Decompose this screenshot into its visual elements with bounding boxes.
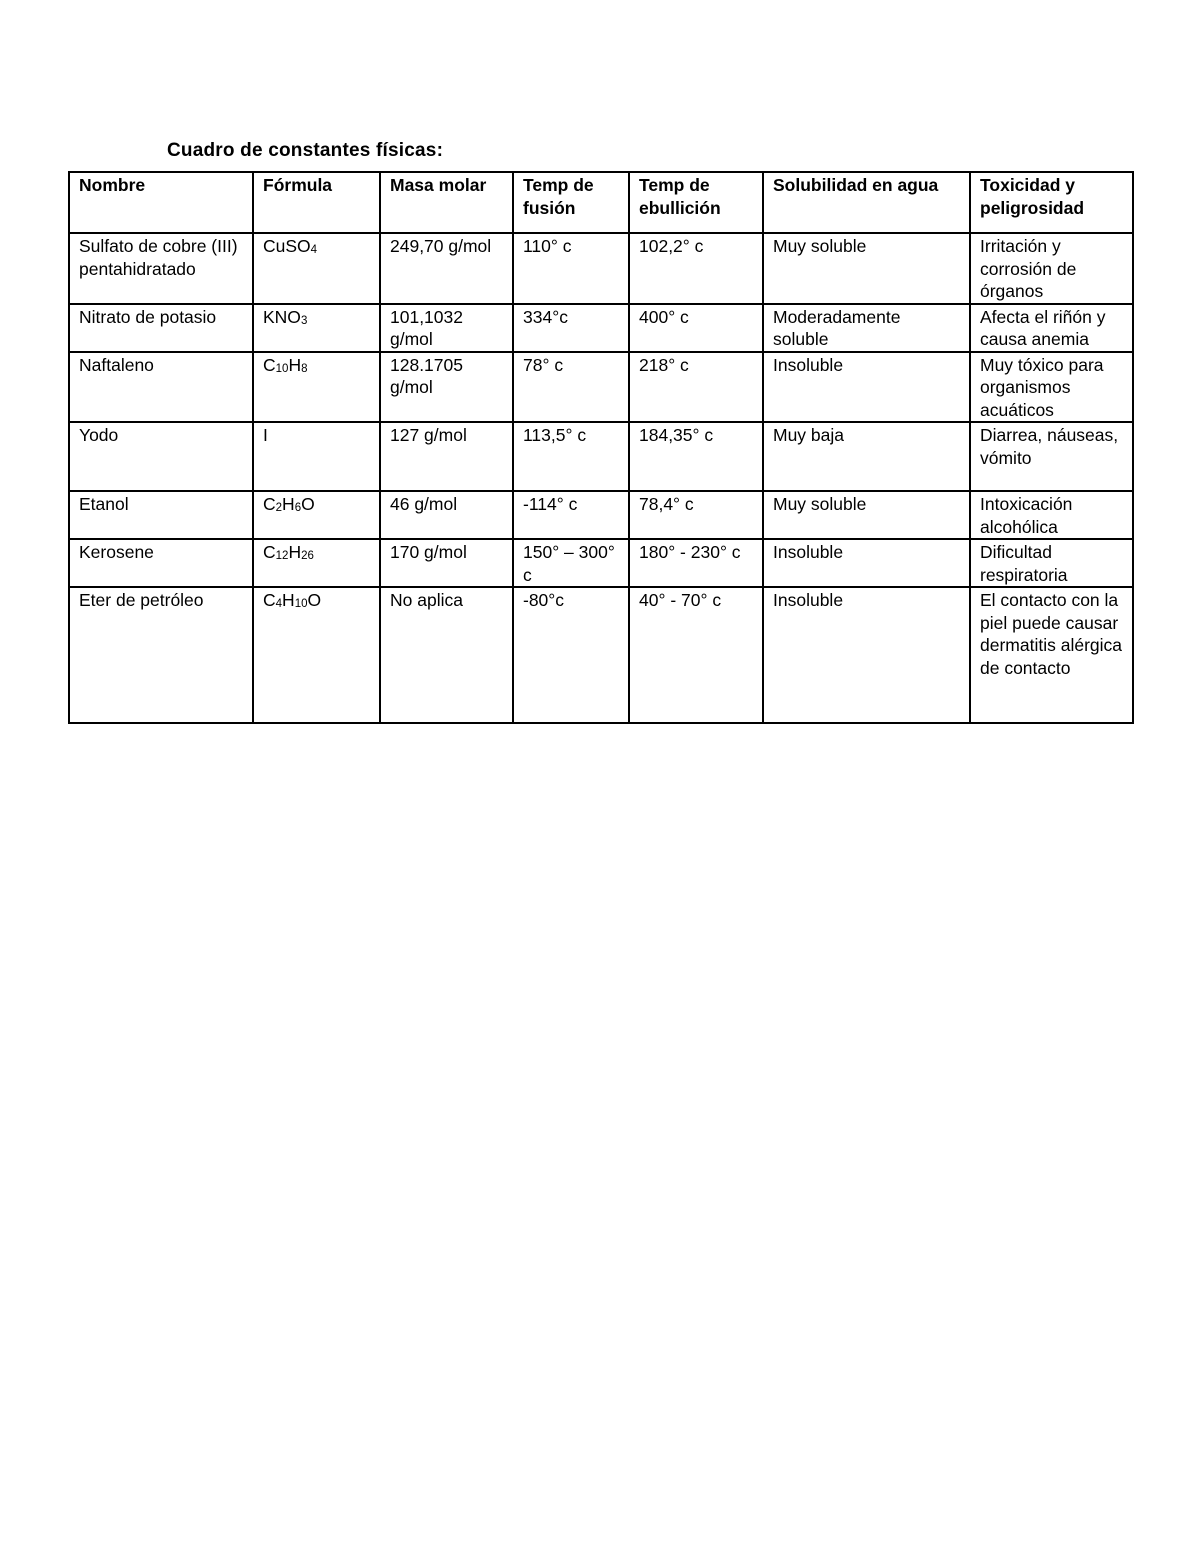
cell-toxicidad: El contacto con la piel puede causar dermatitis alérgica de contacto (970, 587, 1133, 723)
table-row (69, 539, 1133, 587)
cell-formula: $C_4H_{10}O$ (253, 587, 380, 723)
cell-formula: $C_{10}H_8$ (253, 352, 380, 423)
formula-subscript: 3 (300, 314, 308, 327)
table-row (69, 422, 1133, 491)
cell-nombre: Yodo (69, 422, 253, 491)
cell-solubilidad: Muy baja (763, 422, 970, 491)
cell-temp-ebullicion: 78,4° c (629, 491, 763, 539)
cell-nombre: Etanol (69, 491, 253, 539)
cell-temp-ebullicion: 400° c (629, 304, 763, 352)
cell-temp-fusion: -114° c (513, 491, 629, 539)
header-cell: Solubilidad en agua (763, 172, 970, 233)
header-cell: Fórmula (253, 172, 380, 233)
table-row (69, 491, 1133, 539)
cell-temp-fusion: 113,5° c (513, 422, 629, 491)
page-title: Cuadro de constantes físicas: (167, 140, 444, 161)
cell-temp-fusion: 110° c (513, 233, 629, 304)
constants-table (68, 171, 1134, 724)
cell-formula: $C_2H_6O$ (253, 491, 380, 539)
table-row (69, 587, 1133, 723)
cell-nombre: Sulfato de cobre (III) pentahidratado (69, 233, 253, 304)
header-cell: Masa molar (380, 172, 513, 233)
cell-temp-ebullicion: 40° - 70° c (629, 587, 763, 723)
table-row (69, 304, 1133, 352)
formula-subscript: 10 (275, 362, 289, 375)
header-cell: Temp de fusión (513, 172, 629, 233)
formula-subscript: 26 (301, 550, 314, 562)
formula-subscript: 12 (275, 550, 289, 562)
cell-temp-fusion: 78° c (513, 352, 629, 423)
cell-formula: I (253, 422, 380, 491)
cell-solubilidad: Insoluble (763, 587, 970, 723)
cell-solubilidad: Insoluble (763, 539, 970, 587)
cell-temp-fusion: -80°c (513, 587, 629, 723)
cell-solubilidad: Moderadamente soluble (763, 304, 970, 352)
cell-solubilidad: Muy soluble (763, 233, 970, 304)
header-cell: Toxicidad y peligrosidad (970, 172, 1133, 233)
cell-masa-molar: 249,70 g/mol (380, 233, 513, 304)
table-row (69, 233, 1133, 304)
cell-formula: $C_{12}H_{26}$ (253, 539, 380, 587)
cell-formula: $KNO_3$ (253, 304, 380, 352)
cell-masa-molar: 46 g/mol (380, 491, 513, 539)
cell-toxicidad: Intoxicación alcohólica (970, 491, 1133, 539)
cell-temp-ebullicion: 180° - 230° c (629, 539, 763, 587)
cell-toxicidad: Muy tóxico para organismos acuáticos (970, 352, 1133, 423)
formula-subscript: 8 (301, 362, 308, 375)
cell-nombre: Eter de petróleo (69, 587, 253, 723)
table-row (69, 352, 1133, 423)
cell-solubilidad: Muy soluble (763, 491, 970, 539)
formula-subscript: 2 (275, 502, 283, 514)
cell-toxicidad: Irritación y corrosión de órganos (970, 233, 1133, 304)
cell-masa-molar: 127 g/mol (380, 422, 513, 491)
cell-temp-fusion: 334°c (513, 304, 629, 352)
formula-subscript: 6 (294, 502, 302, 514)
cell-masa-molar: 170 g/mol (380, 539, 513, 587)
cell-nombre: Kerosene (69, 539, 253, 587)
header-cell: Temp de ebullición (629, 172, 763, 233)
formula-subscript: 4 (310, 244, 318, 256)
formula-subscript: 4 (275, 598, 283, 610)
cell-formula: CuSO$_4$ (253, 233, 380, 304)
cell-temp-fusion: 150° – 300° c (513, 539, 629, 587)
cell-masa-molar: No aplica (380, 587, 513, 723)
formula-subscript: 10 (294, 598, 308, 610)
cell-temp-ebullicion: 102,2° c (629, 233, 763, 304)
cell-masa-molar: 101,1032 g/mol (380, 304, 513, 352)
cell-solubilidad: Insoluble (763, 352, 970, 423)
cell-toxicidad: Diarrea, náuseas, vómito (970, 422, 1133, 491)
cell-masa-molar: 128.1705 g/mol (380, 352, 513, 423)
cell-temp-ebullicion: 218° c (629, 352, 763, 423)
cell-temp-ebullicion: 184,35° c (629, 422, 763, 491)
cell-nombre: Naftaleno (69, 352, 253, 423)
header-row (69, 172, 1133, 233)
cell-toxicidad: Afecta el riñón y causa anemia (970, 304, 1133, 352)
cell-nombre: Nitrato de potasio (69, 304, 253, 352)
cell-toxicidad: Dificultad respiratoria (970, 539, 1133, 587)
header-cell: Nombre (69, 172, 253, 233)
